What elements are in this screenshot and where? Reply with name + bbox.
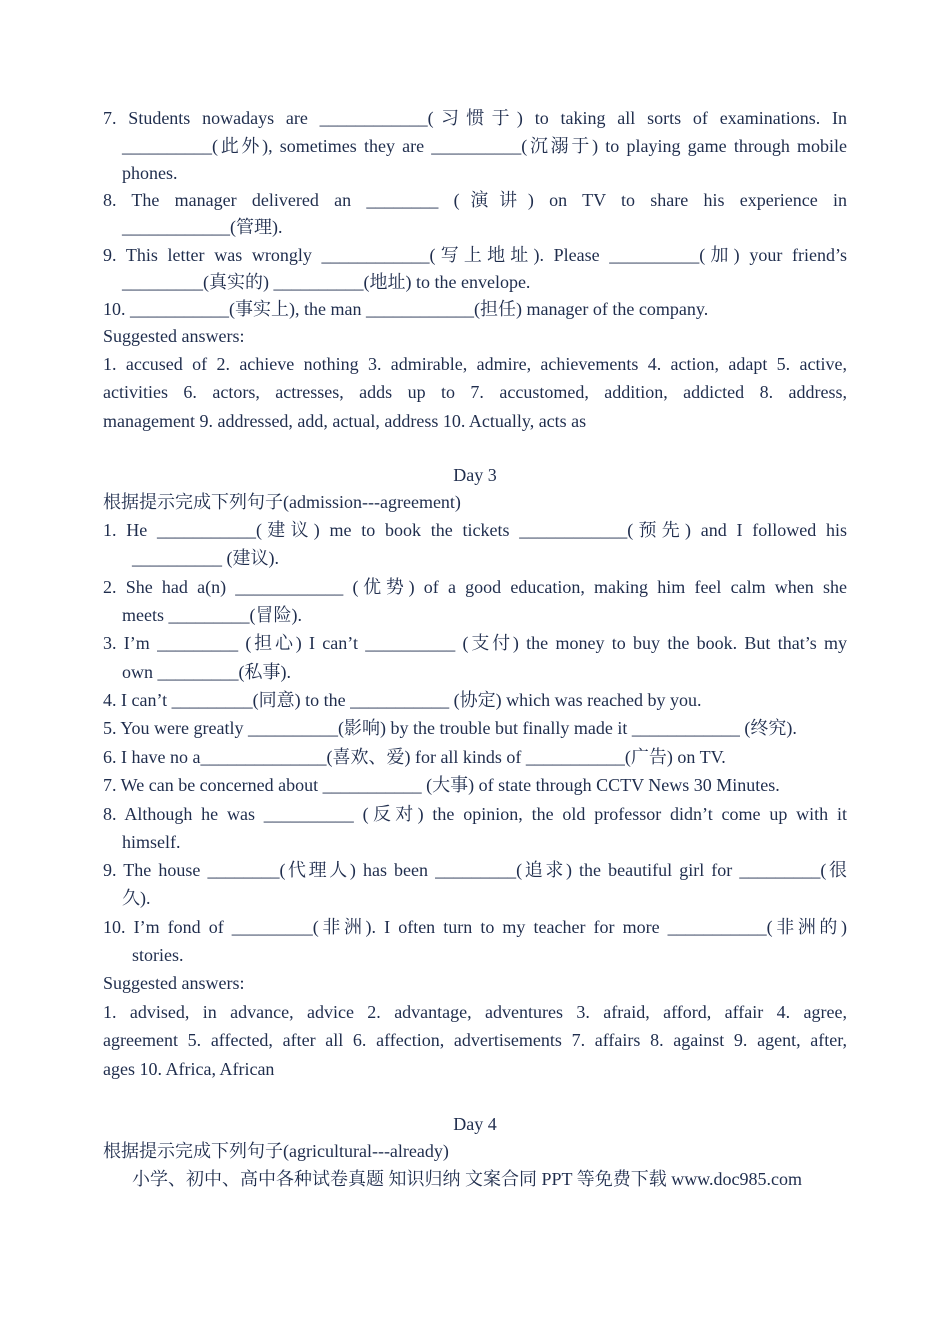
d3-q4: 4. I can’t _________(同意) to the ___________ (协定) which was reached by you.: [103, 690, 702, 710]
answers-line3: management 9. addressed, add, actual, address 10. Actually, acts as: [103, 411, 587, 431]
d3-q9-line1: 9. The house ________(代理人) has been _________(追求) the beautiful girl for _________(很: [103, 860, 847, 880]
d3-q6: 6. I have no a______________(喜欢、爱) for all kinds of ___________(广告) on TV.: [103, 747, 726, 767]
q10-line1: 10. ___________(事实上), the man ____________(担任) manager of the company.: [103, 299, 709, 319]
suggested-answers-label: Suggested answers:: [103, 326, 245, 346]
d3-q9-line2: 久).: [122, 888, 151, 908]
d3-answers-line1: 1. advised, in advance, advice 2. advantage, adventures 3. afraid, afford, affair 4. agree,: [103, 1002, 847, 1022]
d3-suggested-answers-label: Suggested answers:: [103, 973, 245, 993]
d3-q10-line1: 10. I’m fond of _________(非洲). I often turn to my teacher for more ___________(非洲的): [103, 917, 847, 937]
d3-q7: 7. We can be concerned about ___________ (大事) of state through CCTV News 30 Minutes.: [103, 775, 780, 795]
d3-q1-line1: 1. He ___________(建议) me to book the tickets ____________(预先) and I followed his: [103, 520, 847, 540]
d3-q3-line1: 3. I’m _________ (担心) I can’t __________ (支付) the money to buy the book. But that’s my: [103, 633, 847, 653]
answers-line1: 1. accused of 2. achieve nothing 3. admirable, admire, achievements 4. action, adapt 5. active,: [103, 354, 847, 374]
q7-line1: 7. Students nowadays are ____________(习惯于) to taking all sorts of examinations. In: [103, 108, 847, 128]
day3-instruction: 根据提示完成下列句子(admission---agreement): [103, 492, 461, 512]
q7-line3: phones.: [122, 163, 178, 183]
day3-heading: Day 3: [453, 465, 497, 485]
q9-line1: 9. This letter was wrongly ____________(写上地址). Please __________(加) your friend’s: [103, 245, 847, 265]
d3-answers-line2: agreement 5. affected, after all 6. affection, advertisements 7. affairs 8. against 9. agent, after,: [103, 1030, 847, 1050]
day4-instruction: 根据提示完成下列句子(agricultural---already): [103, 1141, 449, 1161]
d3-q2-line1: 2. She had a(n) ____________ (优势) of a good education, making him feel calm when she: [103, 577, 847, 597]
day4-heading: Day 4: [453, 1114, 497, 1134]
q7-line2: __________(此外), sometimes they are __________(沉溺于) to playing game through mobile: [122, 136, 847, 156]
answers-line2: activities 6. actors, actresses, adds up to 7. accustomed, addition, addicted 8. address,: [103, 382, 847, 402]
page-footer: 小学、初中、高中各种试卷真题 知识归纳 文案合同 PPT 等免费下载 www.doc985.com: [132, 1169, 802, 1189]
d3-q10-line2: stories.: [132, 945, 184, 965]
q8-line2: ____________(管理).: [122, 217, 283, 237]
d3-q8-line1: 8. Although he was __________ (反对) the opinion, the old professor didn’t come up with it: [103, 804, 847, 824]
d3-q5: 5. You were greatly __________(影响) by the trouble but finally made it ____________ (终究).: [103, 718, 797, 738]
d3-q1-line2: __________ (建议).: [132, 548, 279, 568]
d3-q2-line2: meets _________(冒险).: [122, 605, 302, 625]
d3-q8-line2: himself.: [122, 832, 181, 852]
q9-line2: _________(真实的) __________(地址) to the envelope.: [122, 272, 531, 292]
d3-q3-line2: own _________(私事).: [122, 662, 291, 682]
d3-answers-line3: ages 10. Africa, African: [103, 1059, 275, 1079]
q8-line1: 8. The manager delivered an ________ (演讲) on TV to share his experience in: [103, 190, 847, 210]
